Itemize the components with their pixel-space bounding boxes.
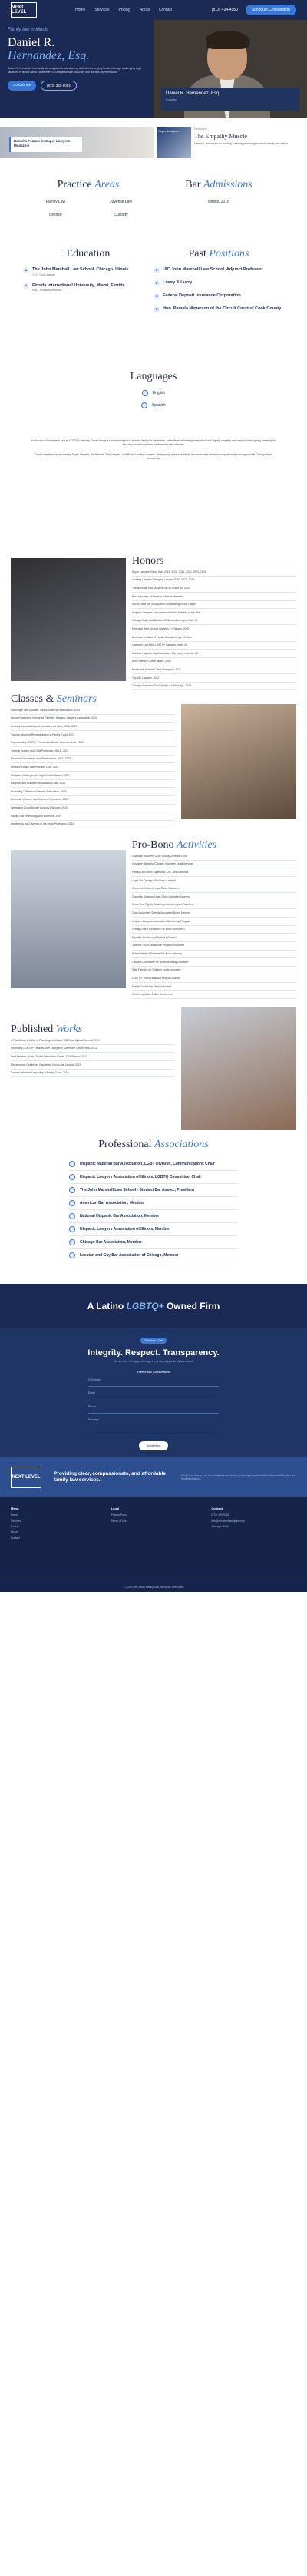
cta-title: Providing clear, compassionate, and affordable family law services. — [54, 1470, 166, 1483]
field-label: Full Name — [88, 1377, 101, 1381]
probono-item: Juvenile Court Assistance Program Volunteer — [132, 942, 296, 951]
footer-logo[interactable] — [11, 1467, 41, 1488]
field-label: Email — [88, 1391, 95, 1395]
honor-item: Leading Lawyers Emerging Lawyer, 2020, 2021, 2022 — [132, 577, 296, 585]
association-item — [69, 1210, 238, 1223]
association-icon — [69, 1200, 75, 1206]
nav-contact[interactable]: Contact — [158, 7, 173, 12]
association-label: National Hispanic Bar Association, Member — [80, 1213, 160, 1219]
name-field[interactable] — [88, 1381, 219, 1387]
probono-heading: Pro-Bono Activities — [132, 839, 217, 851]
magazine-cover — [157, 127, 191, 158]
cta-band — [0, 1457, 307, 1497]
position-item: Hon. Pamela Meyerson of the Circuit Court of Cook County — [163, 306, 282, 312]
logo-text: NEXT LEVEL — [12, 1475, 41, 1480]
association-icon — [69, 1252, 75, 1258]
practice-item: Divorce — [49, 212, 62, 217]
field-label: Message — [88, 1417, 99, 1421]
probono-item: Equality Illinois Legal Advisory Council — [132, 934, 296, 942]
photo-caption — [161, 88, 299, 111]
association-label: Hispanic Lawyers Association of Illinois, LGBTQ Committee, Chair — [80, 1174, 202, 1179]
nav-home[interactable]: Home — [75, 7, 86, 12]
seminar-item: Family Law Technology and Evidence, 2024 — [11, 812, 175, 821]
nav-phone[interactable]: (813) 424-4950 — [211, 7, 238, 12]
firm-ribbon — [0, 1284, 307, 1328]
footer-link[interactable]: Pricing — [11, 1525, 19, 1529]
association-icon — [69, 1226, 75, 1232]
footer-heading: Contact — [211, 1506, 223, 1510]
works-section — [0, 1000, 307, 1138]
email-field[interactable] — [88, 1395, 219, 1400]
graduation-cap-icon: ▲ — [24, 283, 28, 289]
seminar-item: Ethics in Family Law Practice, CBA, 2022 — [11, 763, 175, 772]
firm-logo[interactable] — [11, 2, 37, 18]
honor-item: Super Lawyers Rising Star, 2019, 2020, 2021, 2022, 2023, 2024 — [132, 568, 296, 577]
honor-item: National Hispanic Bar Association Top Lawyers Under 40 — [132, 650, 296, 658]
cover-label: Super Lawyers — [158, 129, 179, 133]
smiling-woman-image — [181, 1007, 296, 1130]
footer-legal — [111, 1506, 196, 1572]
probono-item: LGBTQ+ Youth Legal Aid Project Counsel — [132, 974, 296, 983]
magazine-kicker: Publication — [194, 127, 208, 131]
edu-school: Florida International University, Miami, Florida — [32, 283, 125, 288]
position-item: UIC John Marshall Law School, Adjunct Professor — [163, 267, 263, 273]
briefcase-icon: ■ — [154, 293, 160, 299]
attorney-portrait-image — [11, 558, 126, 681]
copyright: © 2024 Next Level Family Law. All Rights Reserved. — [0, 1582, 307, 1592]
associations-section — [0, 1138, 307, 1284]
honor-item: The National Trial Lawyers Top 40 Under 40, 2021 — [132, 584, 296, 593]
logo-text: NEXT LEVEL — [12, 5, 27, 15]
association-label: Lesbian and Gay Bar Association of Chicago, Member — [80, 1252, 179, 1258]
association-icon — [69, 1187, 75, 1193]
education-heading: Education — [66, 248, 111, 260]
work-item: Best Interests of the Child in Relocation Cases, CBA Record, 2022 — [11, 1053, 175, 1061]
phone-field[interactable] — [88, 1408, 219, 1414]
send-button[interactable]: Send Now — [139, 1441, 168, 1450]
nav-services[interactable]: Services — [94, 7, 110, 12]
seminar-item: Protecting Children in Parental Relocation, 2023 — [11, 788, 175, 796]
association-label: Hispanic National Bar Association, LGBT Division, Communications Chair — [80, 1161, 215, 1166]
association-item — [69, 1158, 238, 1171]
footer-link[interactable]: Home — [11, 1513, 18, 1517]
work-item: A Practitioner's Guide to Parentage in Illinois, ISBA Family Law Journal, 2020 — [11, 1037, 175, 1045]
language-item: English — [152, 390, 166, 395]
practice-item: Family Law — [45, 200, 66, 205]
works-heading: Published Works — [11, 1023, 83, 1035]
work-item: Maintenance Guidelines Explained, Illinois Bar Journal, 2023 — [11, 1061, 175, 1070]
nav-links — [75, 8, 204, 13]
honor-item: Illinois State Bar Association Outstanding Young Lawyer — [132, 601, 296, 610]
seminar-item: Custody Evaluations and Guardians ad Litem, CBA, 2020 — [11, 723, 175, 731]
association-item — [69, 1249, 238, 1262]
languages-section — [0, 370, 307, 432]
probono-item: Domestic Violence Legal Clinic Volunteer Attorney — [132, 893, 296, 901]
seminar-item: Trauma Informed Representation in Family Court, 2021 — [11, 731, 175, 739]
footer-heading: Menu — [11, 1506, 19, 1510]
honors-section — [0, 547, 307, 693]
association-label: The John Marshall Law School - Student Bar Assoc., President — [80, 1187, 195, 1192]
top-nav — [0, 0, 307, 20]
phone-button[interactable]: (872) 320-0092 — [41, 81, 77, 91]
footer-phone[interactable]: (872) 320-0092 — [211, 1513, 229, 1517]
probono-item: Lawyers Committee for Better Housing Volunteer — [132, 958, 296, 967]
seminars-heading: Classes & Seminars — [11, 693, 97, 705]
position-item: Federal Deposit Insurance Corporation — [163, 293, 241, 299]
footer-link[interactable]: Services — [11, 1519, 21, 1523]
magazine-sub: Daniel R. Hernandez on building a thriving practice grounded in family first values — [194, 141, 289, 145]
language-item: Spanish — [151, 402, 167, 408]
positions-heading: Past Positions — [188, 248, 249, 260]
probono-item: Center on Halsted Legal Clinic Volunteer — [132, 885, 296, 894]
seminar-item: Mediation Strategies for High Conflict Cases, 2022 — [11, 772, 175, 780]
probono-item: Court Appointed Special Advocates Board Member — [132, 909, 296, 918]
briefcase-icon: ■ — [154, 306, 160, 312]
practice-item: Juvenile Law — [110, 200, 132, 205]
message-field[interactable] — [88, 1421, 219, 1433]
association-label: Chicago Bar Association, Member — [80, 1239, 142, 1245]
footer-link[interactable]: Terms of Use — [111, 1519, 127, 1523]
cta-sub: Next Level Family Law is committed to providing quality legal representation at accessible rates for families in Illinois. — [181, 1473, 295, 1480]
hero-surname: Hernandez, Esq. — [8, 48, 90, 62]
association-item — [69, 1171, 238, 1184]
footer — [0, 1497, 307, 1582]
lady-justice-image — [11, 850, 126, 988]
contact-section — [0, 1328, 307, 1457]
probono-item: Hispanic Lawyers Association Mentorship Program — [132, 918, 296, 926]
contact-heading: Integrity. Respect. Transparency. — [87, 1348, 220, 1357]
honor-item: Martindale-Hubbell Client Champion, 2021 — [132, 666, 296, 675]
probono-section — [0, 838, 307, 1000]
magazine-card[interactable]: Daniel's Feature in Super Lawyers Magazine — [9, 137, 82, 152]
probono-item: Illinois Legal Aid Online Contributor — [132, 991, 296, 1000]
edu-school: The John Marshall Law School, Chicago, Illinois — [32, 267, 129, 273]
schedule-button[interactable]: Schedule Consultation — [246, 5, 296, 16]
contact-form — [88, 1370, 219, 1450]
seminars-section — [0, 693, 307, 838]
nav-pricing[interactable]: Pricing — [118, 7, 130, 12]
hero-bio: Daniel R. Hernandez is a family law and juvenile law attorney dedicated to helping families through challenging legal situations in Illinois with a commitment to compassionate advocacy and fearless representation. — [8, 67, 142, 74]
footer-link[interactable]: Privacy Policy — [111, 1513, 127, 1517]
association-item — [69, 1236, 238, 1249]
seminar-item: Domestic Violence and Orders of Protection, 2023 — [11, 796, 175, 805]
seminar-item: Navigating Cross Border Custody Disputes, 2024 — [11, 805, 175, 813]
probono-item: Legal Aid Chicago, Pro Bono Counsel — [132, 877, 296, 885]
practice-bar-section — [0, 178, 307, 247]
honor-item: Best Attorneys of America, Lifetime Member — [132, 593, 296, 601]
hero — [0, 20, 307, 118]
edu-degree: B.A., Political Science — [32, 288, 62, 292]
probono-item: Volunteer Attorney, Chicago Volunteer Legal Services — [132, 861, 296, 869]
practice-heading: Practice Areas — [57, 179, 120, 190]
bar-item: Illinois, 2016 — [208, 200, 229, 205]
attorney-photo — [154, 20, 307, 118]
about-section — [0, 432, 307, 547]
globe-icon — [142, 390, 148, 396]
caption-role: Founder — [166, 97, 177, 101]
bar-heading: Bar Admissions — [185, 179, 253, 190]
footer-link[interactable]: Contact — [11, 1536, 20, 1539]
field-label: Phone — [88, 1404, 96, 1408]
practice-item: Custody — [114, 212, 128, 217]
honor-item: Top 100 Lawyers, 2022 — [132, 674, 296, 683]
probono-item: Guardian ad Litem, Cook County Juvenile Court — [132, 852, 296, 861]
magazine-title: The Empathy Muscle — [194, 132, 247, 140]
honor-item: Chicago Daily Law Bulletin 40 Illinois Attorneys Under 40 — [132, 617, 296, 626]
probono-item: Safe Families for Children Legal Volunteer — [132, 967, 296, 975]
nav-about[interactable]: About — [139, 7, 150, 12]
honor-item: Hispanic Lawyers Association of Illinois Member of the Year — [132, 609, 296, 617]
associations-heading: Professional Associations — [98, 1139, 209, 1150]
seminar-item: Leadership and Diversity in the Legal Profession, 2024 — [11, 821, 175, 829]
association-icon — [69, 1239, 75, 1245]
position-item: Lowry & Lucry — [163, 280, 193, 286]
honor-item: Expertise Best Divorce Lawyers in Chicago, 2022 — [132, 625, 296, 633]
probono-item: Family Law Clinic Supervisor, UIC John Marshall — [132, 868, 296, 877]
footer-link[interactable]: About — [11, 1530, 18, 1534]
seminar-item: Adoption and Assisted Reproduction Law, 2023 — [11, 780, 175, 789]
footer-heading: Legal — [111, 1506, 120, 1510]
seminar-item: Financial Disclosures and Maintenance, ISBA, 2022 — [11, 756, 175, 764]
hero-kicker: Family law in Illinois — [8, 28, 49, 32]
footer-menu — [11, 1506, 96, 1572]
hero-name: Daniel R. — [8, 35, 55, 49]
association-label: American Bar Association, Member — [80, 1200, 145, 1205]
association-icon — [69, 1161, 75, 1167]
form-title: Free Initial Consultation — [137, 1369, 170, 1374]
about-paragraph: As the son of immigrants and an LGBTQ+ attorney, Daniel brings a unique perspective to every family he represents. He believes in treating every client with dignity, empathy and respect while fighting tirelessly for the best possible outcome for them and their children. — [31, 439, 276, 446]
work-item: Protecting LGBTQ+ Families After Obergefell, Lavender Law Review, 2021 — [11, 1045, 175, 1053]
probono-item: Know Your Rights Workshops for Immigrant Families — [132, 901, 296, 910]
edu-degree: J.D., Cum Laude — [32, 272, 56, 276]
probono-item: Kids in Need of Defense Pro Bono Attorney — [132, 951, 296, 959]
footer-address: Chicago, Illinois — [211, 1525, 230, 1529]
seminar-item: Parentage Law Updates, Illinois State Bar Association, 2019 — [11, 706, 175, 715]
association-icon — [69, 1213, 75, 1219]
contact-me-button[interactable]: Contact Me — [8, 81, 36, 91]
about-paragraph: Daniel has been recognized by Super Lawyers, the National Trial Lawyers, and Illinois Leading Lawyers. He regularly speaks on family law issues and mentors young attorneys throughout the Chicago legal community. — [35, 452, 272, 460]
association-icon — [69, 1174, 75, 1180]
association-label: Hispanic Lawyers Association of Illinois, Member — [80, 1226, 170, 1232]
seminar-item: Representing LGBTQ+ Families in Illinois, Lavender Law, 2021 — [11, 739, 175, 748]
footer-email[interactable]: info@nextlevelfamilylaw.com — [211, 1519, 245, 1523]
briefcase-icon: ■ — [154, 280, 160, 286]
honor-item: Lavender Law Best LGBTQ+ Lawyers Under 40 — [132, 642, 296, 650]
contact-sub: We are here to help you through every step of your family law matter. — [114, 1360, 193, 1364]
probono-item: Chicago Bar Foundation Pro Bono Honor Roll — [132, 926, 296, 934]
globe-icon — [141, 402, 147, 408]
graduation-cap-icon: ▲ — [24, 267, 28, 273]
work-item: Trauma Informed Lawyering in Family Court, 2024 — [11, 1070, 175, 1078]
caption-name: Daniel R. Hernandez, Esq. — [166, 91, 221, 96]
magazine-feature — [0, 127, 307, 158]
education-positions — [0, 247, 307, 370]
seminar-item: Divorce Basics for Immigrant Families, Hispanic Lawyers Association, 2020 — [11, 715, 175, 723]
honors-heading: Honors — [132, 555, 164, 567]
association-item — [69, 1197, 238, 1210]
seminar-item: Juvenile Justice and Child Protection, JMLS, 2021 — [11, 747, 175, 756]
association-item — [69, 1184, 238, 1197]
footer-contact — [211, 1506, 296, 1572]
briefcase-icon: ■ — [154, 267, 160, 273]
honor-item: Avvo Clients' Choice Award, 2020 — [132, 658, 296, 666]
association-item — [69, 1223, 238, 1236]
ribbon-text: A Latino LGBTQ+ Owned Firm — [87, 1301, 220, 1311]
probono-item: Family Court Help Desk Volunteer — [132, 983, 296, 991]
schedule-pill[interactable]: Schedule a Call — [140, 1338, 167, 1344]
honor-item: Chicago Magazine Top Family Law Attorneys, 2023 — [132, 683, 296, 691]
honor-item: American Institute of Family Law Attorneys, 10 Best — [132, 633, 296, 642]
courthouse-image — [181, 704, 296, 819]
languages-heading: Languages — [130, 371, 177, 382]
